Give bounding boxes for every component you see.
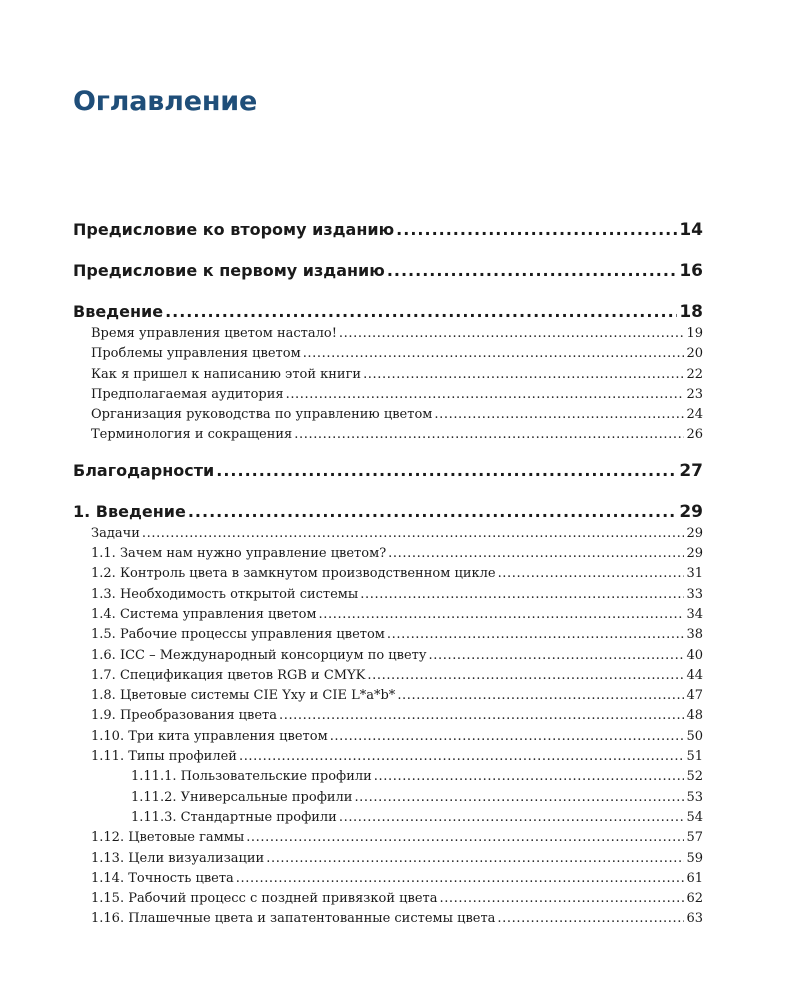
toc-subentry-page: 63 bbox=[686, 911, 703, 927]
toc-subentry-page: 61 bbox=[686, 870, 703, 886]
toc-subentry-title: 1.14. Точность цвета bbox=[91, 870, 234, 886]
toc-subentry[interactable] bbox=[73, 344, 703, 364]
dot-leader bbox=[497, 909, 684, 929]
dot-leader bbox=[165, 300, 677, 324]
dot-leader bbox=[434, 405, 684, 425]
toc-subentry-title: 1.12. Цветовые гаммы bbox=[91, 830, 245, 846]
toc-subentry-page: 59 bbox=[686, 850, 703, 866]
toc-subentry-title: 1.4. Система управления цветом bbox=[91, 606, 317, 622]
toc-entry-title: 1. Введение bbox=[73, 501, 186, 521]
toc-subentry-page: 20 bbox=[686, 346, 703, 362]
dot-leader bbox=[387, 259, 678, 283]
toc-subentry-page: 44 bbox=[686, 667, 703, 683]
toc-subentry[interactable] bbox=[73, 666, 703, 686]
toc-subentry-page: 48 bbox=[686, 708, 703, 724]
toc-entry-title: Предисловие ко второму изданию bbox=[73, 220, 395, 239]
toc-subentry[interactable] bbox=[73, 646, 703, 666]
toc-subentry-page: 51 bbox=[686, 749, 703, 765]
dot-leader bbox=[142, 524, 685, 544]
dot-leader bbox=[388, 544, 684, 564]
toc-subentry[interactable] bbox=[73, 585, 703, 605]
toc-subentry-title: 1.11.1. Пользовательские профили bbox=[131, 769, 372, 785]
toc-subentry-page: 23 bbox=[686, 386, 703, 402]
toc-subentry-page: 38 bbox=[686, 627, 703, 643]
toc-entry-page: 14 bbox=[679, 220, 703, 240]
toc-subentry-title: Время управления цветом настало! bbox=[91, 326, 337, 341]
toc-subentry[interactable] bbox=[73, 425, 703, 445]
toc-subentry-title: 1.13. Цели визуализации bbox=[91, 850, 265, 866]
toc-subentry-title: Терминология и сокращения bbox=[91, 427, 293, 443]
toc-subentry-page: 22 bbox=[686, 366, 703, 382]
toc-subentry-page: 47 bbox=[686, 688, 703, 704]
dot-leader bbox=[367, 666, 684, 686]
toc-subentry-page: 26 bbox=[686, 427, 703, 443]
toc-subentry[interactable] bbox=[73, 524, 703, 544]
dot-leader bbox=[339, 324, 685, 344]
toc-subentry[interactable] bbox=[73, 909, 703, 929]
toc-subentry-title: Как я пришел к написанию этой книги bbox=[91, 366, 362, 382]
toc-entry-title: Благодарности bbox=[73, 460, 215, 480]
dot-leader bbox=[387, 625, 685, 645]
toc-entry-preface-second-edition[interactable] bbox=[73, 218, 703, 242]
toc-subentry-nested[interactable] bbox=[73, 788, 703, 808]
toc-subentry-title: 1.6. ICC – Международный консорциум по цвету bbox=[91, 647, 427, 663]
toc-subentry-title: 1.11. Типы профилей bbox=[91, 749, 237, 765]
toc-subentry[interactable] bbox=[73, 324, 703, 344]
dot-leader bbox=[188, 500, 677, 524]
toc-entry-title: Введение bbox=[73, 302, 164, 321]
dot-leader bbox=[396, 218, 677, 242]
toc-subentry-title: 1.11.2. Универсальные профили bbox=[131, 789, 353, 805]
toc-subentry[interactable] bbox=[73, 385, 703, 405]
toc-subentry-page: 24 bbox=[686, 407, 703, 423]
toc-subentry-title: 1.10. Три кита управления цветом bbox=[91, 728, 328, 744]
dot-leader bbox=[286, 385, 685, 405]
toc-entry-chapter-1[interactable] bbox=[73, 500, 703, 524]
toc-subentry[interactable] bbox=[73, 544, 703, 564]
dot-leader bbox=[216, 459, 677, 483]
dot-leader bbox=[439, 889, 684, 909]
toc-subentry-title: 1.3. Необходимость открытой системы bbox=[91, 586, 359, 602]
toc-subentry-page: 50 bbox=[686, 728, 703, 744]
toc-subentry[interactable] bbox=[73, 365, 703, 385]
dot-leader bbox=[266, 849, 684, 869]
dot-leader bbox=[354, 788, 684, 808]
toc-entry-preface-first-edition[interactable] bbox=[73, 259, 703, 283]
toc-subentry[interactable] bbox=[73, 564, 703, 584]
toc-subentry[interactable] bbox=[73, 625, 703, 645]
dot-leader bbox=[303, 344, 685, 364]
toc-subentry[interactable] bbox=[73, 747, 703, 767]
dot-leader bbox=[360, 585, 684, 605]
toc-subentry-title: 1.11.3. Стандартные профили bbox=[131, 809, 337, 825]
toc-subentry[interactable] bbox=[73, 828, 703, 848]
toc-subentry[interactable] bbox=[73, 889, 703, 909]
dot-leader bbox=[330, 727, 685, 747]
dot-leader bbox=[279, 706, 684, 726]
page-title: Оглавление bbox=[73, 86, 258, 117]
toc-subentry-page: 54 bbox=[686, 809, 703, 825]
toc-subentry-page: 29 bbox=[686, 546, 703, 562]
toc-entry-acknowledgements[interactable] bbox=[73, 459, 703, 483]
toc-subentry[interactable] bbox=[73, 605, 703, 625]
dot-leader bbox=[363, 365, 684, 385]
toc-subentry-page: 29 bbox=[686, 525, 703, 541]
toc-subentry-title: 1.15. Рабочий процесс с поздней привязкой цвета bbox=[91, 891, 438, 907]
toc-subentry-page: 53 bbox=[686, 789, 703, 805]
toc-entry-introduction[interactable] bbox=[73, 300, 703, 324]
toc-subentry[interactable] bbox=[73, 849, 703, 869]
dot-leader bbox=[429, 646, 685, 666]
toc-subentry-title: 1.7. Спецификация цветов RGB и CMYK bbox=[91, 667, 366, 683]
toc-subentry-page: 57 bbox=[686, 830, 703, 846]
toc-subentry-page: 19 bbox=[686, 326, 703, 341]
toc-subentry[interactable] bbox=[73, 405, 703, 425]
toc-subentry-title: 1.1. Зачем нам нужно управление цветом? bbox=[91, 546, 387, 562]
dot-leader bbox=[374, 767, 685, 787]
toc-subentry-page: 34 bbox=[686, 606, 703, 622]
dot-leader bbox=[294, 425, 684, 445]
toc-subentry-title: 1.8. Цветовые системы CIE Yxy и CIE L*a*b* bbox=[91, 688, 396, 704]
toc-subentry-title: Проблемы управления цветом bbox=[91, 346, 301, 362]
toc-subentry-page: 31 bbox=[686, 566, 703, 582]
toc-subentry[interactable] bbox=[73, 706, 703, 726]
toc-subentry[interactable] bbox=[73, 686, 703, 706]
dot-leader bbox=[498, 564, 685, 584]
toc-subentry-title: Задачи bbox=[91, 525, 140, 541]
dot-leader bbox=[239, 747, 684, 767]
toc-entry-page: 29 bbox=[679, 501, 703, 522]
toc-subentry-nested[interactable] bbox=[73, 767, 703, 787]
toc-subentry-page: 33 bbox=[686, 586, 703, 602]
toc-subentry-title: Предполагаемая аудитория bbox=[91, 386, 284, 402]
dot-leader bbox=[246, 828, 684, 848]
dot-leader bbox=[319, 605, 685, 625]
toc-subentry-nested[interactable] bbox=[73, 808, 703, 828]
toc-subentry-title: 1.2. Контроль цвета в замкнутом производственном цикле bbox=[91, 566, 496, 582]
toc-subentry-page: 62 bbox=[686, 891, 703, 907]
toc-subentry[interactable] bbox=[73, 869, 703, 889]
toc-subentry-page: 52 bbox=[686, 769, 703, 785]
table-of-contents bbox=[73, 218, 703, 930]
toc-entry-title: Предисловие к первому изданию bbox=[73, 261, 385, 280]
toc-subentry-title: 1.9. Преобразования цвета bbox=[91, 708, 277, 724]
dot-leader bbox=[236, 869, 685, 889]
dot-leader bbox=[397, 686, 684, 706]
toc-subentry-page: 40 bbox=[686, 647, 703, 663]
toc-entry-page: 16 bbox=[679, 261, 703, 281]
toc-entry-page: 27 bbox=[679, 460, 703, 481]
toc-subentry-title: 1.16. Плашечные цвета и запатентованные системы цвета bbox=[91, 911, 496, 927]
toc-subentry[interactable] bbox=[73, 727, 703, 747]
toc-entry-page: 18 bbox=[679, 302, 703, 322]
toc-subentry-title: Организация руководства по управлению цветом bbox=[91, 407, 433, 423]
toc-subentry-title: 1.5. Рабочие процессы управления цветом bbox=[91, 627, 385, 643]
dot-leader bbox=[339, 808, 685, 828]
